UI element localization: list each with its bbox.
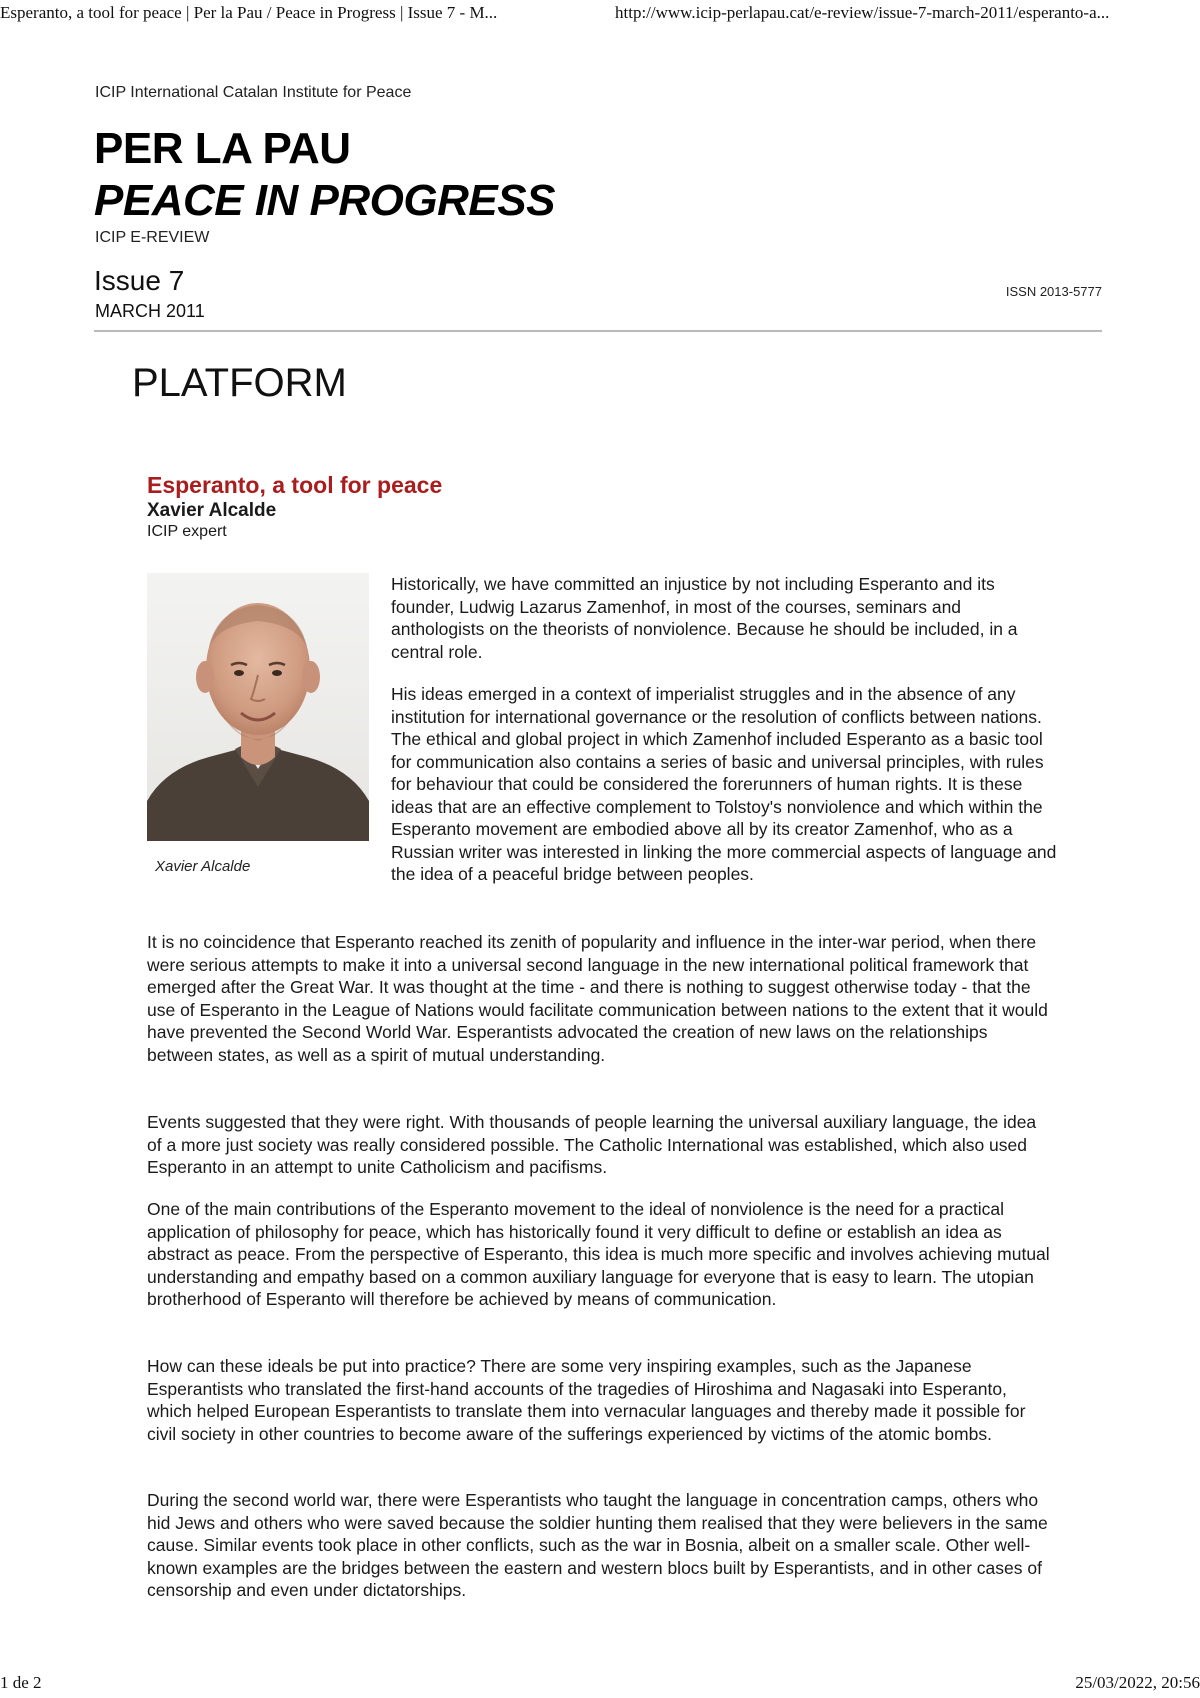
article-paragraph: It is no coincidence that Esperanto reached its zenith of popularity and influence in the inter-war period, when there were serious attempts to make it into a universal second language in the new international political framework that emerged after the Great War. It was thought at the time - and there is nothing to suggest otherwise today - that the use of Esperanto in the League of Nations would facilitate communication between nations to the extent that it would have prevented the Second World War. Esperantists advocated the creation of new laws on the relationships between states, as well as a spirit of mutual understanding.	[147, 932, 1048, 1065]
article-paragraph: Historically, we have committed an injustice by not including Esperanto and its founder, Ludwig Lazarus Zamenhof, in most of the courses, seminars and anthologists on the theorists of nonviolence. Because he should be included, in a central role.	[391, 574, 1018, 662]
publication-type: ICIP E-REVIEW	[95, 229, 210, 246]
header-divider	[94, 330, 1102, 332]
issn: ISSN 2013-5777	[1005, 284, 1102, 299]
masthead-title: PER LA PAU	[94, 124, 351, 173]
print-header-title: Esperanto, a tool for peace | Per la Pau / Peace in Progress | Issue 7 - M...	[0, 3, 498, 22]
print-header-url: http://www.icip-perlapau.cat/e-review/issue-7-march-2011/esperanto-a...	[615, 3, 1110, 22]
article-paragraph: His ideas emerged in a context of imperialist struggles and in the absence of any institution for international governance or the resolution of conflicts between nations. The ethical and global project in which Zamenhof included Esperanto as a basic tool for communication also contains a series of basic and universal principles, with rules for behaviour that could be considered the forerunners of human rights. It is these ideas that are an effective complement to Tolstoy's nonviolence and which within the Esperanto movement are embodied above all by its creator Zamenhof, who as a Russian writer was interested in linking the more commercial aspects of language and the idea of a peaceful bridge between peoples.	[391, 684, 1057, 884]
article-author: Xavier Alcalde	[147, 500, 277, 521]
issue-month: MARCH 2011	[95, 301, 205, 321]
print-datetime: 25/03/2022, 20:56	[1075, 1673, 1200, 1692]
section-title: PLATFORM	[132, 361, 347, 405]
issue-number: Issue 7	[94, 265, 185, 296]
print-footer	[0, 1673, 1200, 1695]
article-paragraph: How can these ideals be put into practice? There are some very inspiring examples, such as the Japanese Esperantists who translated the first-hand accounts of the tragedies of Hiroshima and Nagasaki into Esperanto, which helped European Esperantists to translate them into vernacular languages and thereby made it possible for civil society in other countries to become aware of the sufferings experienced by victims of the atomic bombs.	[147, 1356, 1026, 1444]
photo-caption: Xavier Alcalde	[155, 858, 251, 875]
masthead-subtitle: PEACE IN PROGRESS	[94, 176, 555, 225]
print-header	[0, 3, 1200, 25]
institute-name: ICIP International Catalan Institute for Peace	[95, 84, 412, 101]
article-title: Esperanto, a tool for peace	[147, 472, 443, 498]
author-photo	[147, 573, 369, 841]
article-paragraph: During the second world war, there were Esperantists who taught the language in concentration camps, others who hid Jews and others who were saved because the soldier hunting them realised that they were believers in the same cause. Similar events took place in other conflicts, such as the war in Bosnia, albeit on a smaller scale. Other well-known examples are the bridges between the eastern and western blocs built by Esperantists, and in other cases of censorship and even under dictatorships.	[147, 1490, 1048, 1600]
page-counter: 1 de 2	[0, 1673, 42, 1692]
article-paragraph: Events suggested that they were right. With thousands of people learning the universal auxiliary language, the idea of a more just society was really considered possible. The Catholic International was established, which also used Esperanto in an attempt to unite Catholicism and pacifisms.	[147, 1112, 1037, 1177]
author-role: ICIP expert	[147, 523, 227, 540]
article-paragraph: One of the main contributions of the Esperanto movement to the ideal of nonviolence is the need for a practical application of philosophy for peace, which has historically found it very difficult to define or establish an idea as abstract as peace. From the perspective of Esperanto, this idea is much more specific and involves achieving mutual understanding and empathy based on a common auxiliary language for everyone that is easy to learn. The utopian brotherhood of Esperanto will therefore be achieved by means of communication.	[147, 1199, 1050, 1309]
